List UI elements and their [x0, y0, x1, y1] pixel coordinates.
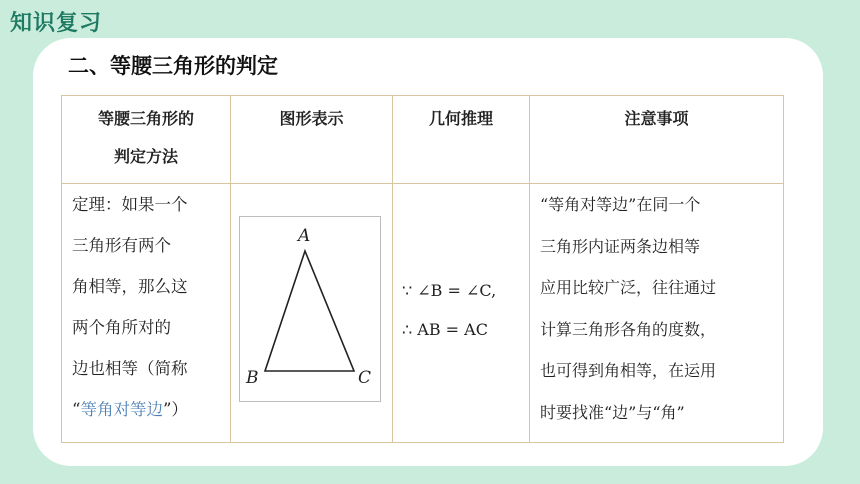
reasoning-cell	[393, 184, 530, 443]
isosceles-criteria-table	[61, 95, 784, 443]
figure-cell	[231, 184, 393, 443]
notes-line: 计算三角形各角的度数，	[540, 319, 717, 339]
vertex-label-a: A	[298, 226, 311, 246]
notes-cell	[530, 184, 784, 443]
quote-close: ”）	[162, 400, 188, 419]
header-method-line-2: 判定方法	[113, 147, 178, 166]
method-line: 三角形有两个	[72, 236, 171, 255]
method-line: 角相等，那么这	[72, 277, 188, 296]
header-title: 知识复习	[10, 11, 103, 36]
vertex-label-b: B	[246, 368, 259, 388]
notes-line: 也可得到角相等，在运用	[540, 361, 717, 380]
notes-line: 三角形内证两条边相等	[540, 236, 701, 256]
reasoning-line: ∵ ∠B = ∠C,	[402, 281, 497, 300]
header-method-line-1: 等腰三角形的	[97, 109, 194, 128]
method-cell	[62, 184, 231, 443]
table-row	[62, 184, 784, 443]
method-line: 两个角所对的	[72, 318, 171, 337]
reasoning-line: ∴ AB = AC	[402, 320, 488, 339]
header-figure: 图形表示	[231, 96, 393, 184]
header-reasoning: 几何推理	[393, 96, 530, 184]
notes-line: 应用比较广泛，往往通过	[540, 278, 717, 297]
triangle-figure	[239, 216, 381, 402]
triangle-shape	[265, 251, 354, 371]
table-header-row	[62, 96, 784, 184]
quote-open: “	[72, 400, 81, 419]
vertex-label-c: C	[358, 368, 372, 388]
header-notes: 注意事项	[530, 96, 784, 184]
notes-line: “等角对等边”在同一个	[540, 195, 701, 214]
section-title: 二、等腰三角形的判定	[68, 54, 278, 78]
method-line: 边也相等（简称	[72, 359, 188, 378]
header-method	[62, 96, 231, 184]
method-line-last	[72, 389, 220, 430]
notes-line: 时要找准“边”与“角”	[540, 402, 685, 422]
theorem-short-name: 等角对等边	[80, 400, 163, 419]
method-line: 定理：如果一个	[72, 195, 188, 214]
